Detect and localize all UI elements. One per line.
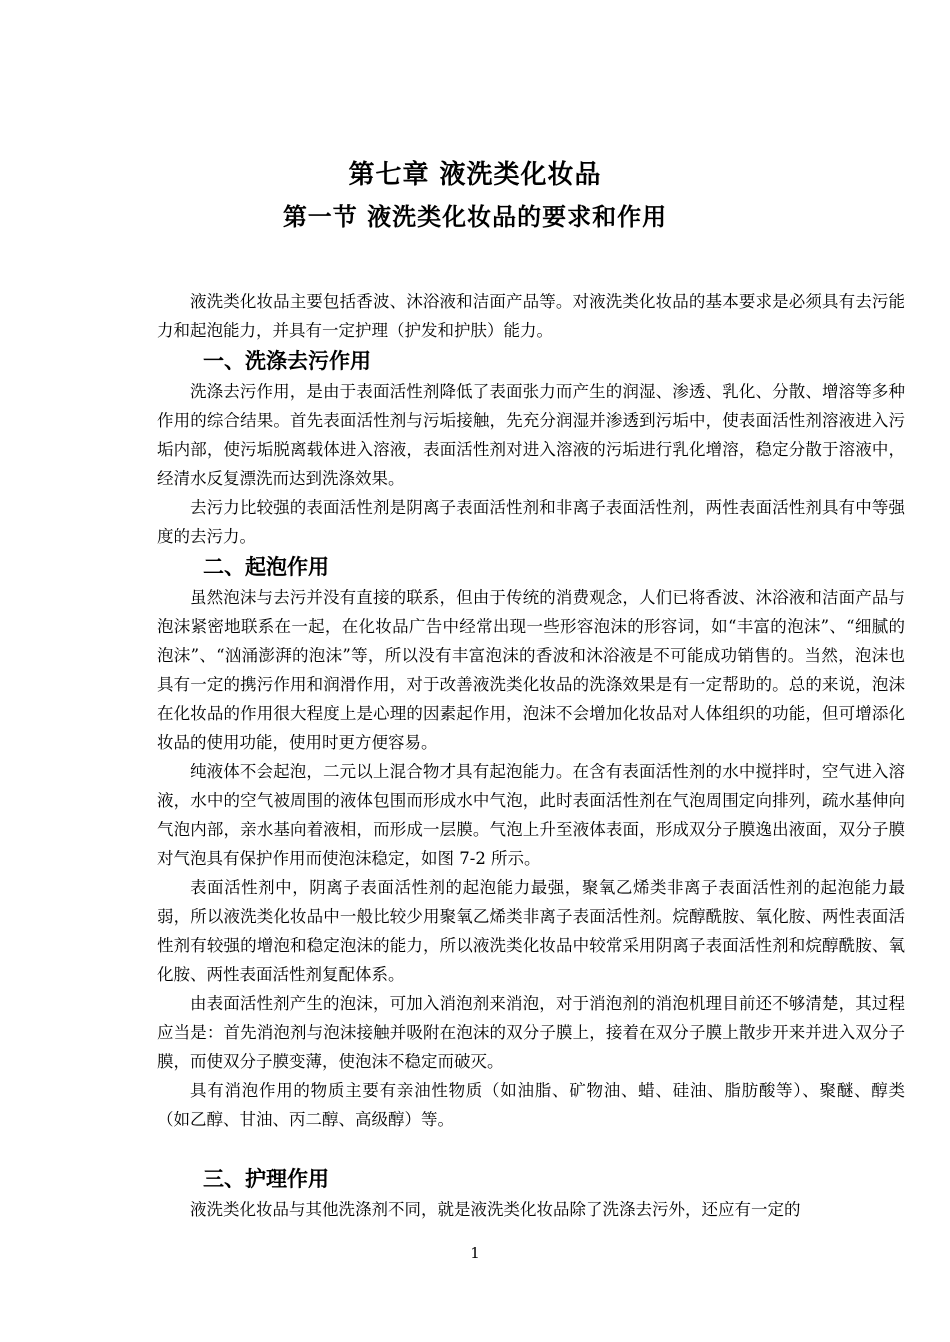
foaming-paragraph-2: 纯液体不会起泡，二元以上混合物才具有起泡能力。在含有表面活性剂的水中搅拌时，空气进入溶液，水中的空气被周围的液体包围而形成水中气泡，此时表面活性剂在气泡周围定向排列，疏水基伸向气泡内部，亲水基向着液相，而形成一层膜。气泡上升至液体表面，形成双分子膜逸出液面，双分子膜对气泡具有保护作用而使泡沫稳定，如图 7-2 所示。 <box>157 762 905 868</box>
page-number: 1 <box>470 1244 480 1262</box>
intro-paragraph: 液洗类化妆品主要包括香波、沐浴液和洁面产品等。对液洗类化妆品的基本要求是必须具有去污能力和起泡能力，并具有一定护理（护发和护肤）能力。 <box>157 292 905 340</box>
cleansing-paragraph-2: 去污力比较强的表面活性剂是阴离子表面活性剂和非离子表面活性剂，两性表面活性剂具有中等强度的去污力。 <box>157 498 905 546</box>
chapter-title: 第七章 液洗类化妆品 <box>348 160 602 190</box>
foaming-paragraph-5: 具有消泡作用的物质主要有亲油性物质（如油脂、矿物油、蜡、硅油、脂肪酸等）、聚醚、醇类（如乙醇、甘油、丙二醇、高级醇）等。 <box>157 1081 905 1129</box>
heading-foaming: 二、起泡作用 <box>203 554 329 579</box>
blank-line <box>157 1134 905 1163</box>
heading-care: 三、护理作用 <box>203 1166 329 1191</box>
care-paragraph-1: 液洗类化妆品与其他洗涤剂不同，就是液洗类化妆品除了洗涤去污外，还应有一定的 <box>190 1200 801 1219</box>
section-title: 第一节 液洗类化妆品的要求和作用 <box>282 202 668 231</box>
body-content <box>157 287 905 1224</box>
heading-cleansing: 一、洗涤去污作用 <box>203 348 371 373</box>
foaming-paragraph-4: 由表面活性剂产生的泡沫，可加入消泡剂来消泡，对于消泡剂的消泡机理目前还不够清楚，其过程应当是：首先消泡剂与泡沫接触并吸附在泡沫的双分子膜上，接着在双分子膜上散步开来并进入双分子膜，而使双分子膜变薄，使泡沫不稳定而破灭。 <box>157 994 905 1071</box>
foaming-paragraph-3: 表面活性剂中，阴离子表面活性剂的起泡能力最强，聚氧乙烯类非离子表面活性剂的起泡能力最弱，所以液洗类化妆品中一般比较少用聚氧乙烯类非离子表面活性剂。烷醇酰胺、氧化胺、两性表面活性剂有较强的增泡和稳定泡沫的能力，所以液洗类化妆品中较常采用阴离子表面活性剂和烷醇酰胺、氧化胺、两性表面活性剂复配体系。 <box>157 878 905 984</box>
foaming-paragraph-1: 虽然泡沫与去污并没有直接的联系，但由于传统的消费观念，人们已将香波、沐浴液和洁面产品与泡沫紧密地联系在一起，在化妆品广告中经常出现一些形容泡沫的形容词，如“丰富的泡沫”、“细腻的泡沫”、“汹涌澎湃的泡沫”等，所以没有丰富泡沫的香波和沐浴液是不可能成功销售的。当然，泡沫也具有一定的携污作用和润滑作用，对于改善液洗类化妆品的洗涤效果是有一定帮助的。总的来说，泡沫在化妆品的作用很大程度上是心理的因素起作用，泡沫不会增加化妆品对人体组织的功能，但可增添化妆品的使用功能，使用时更方便容易。 <box>157 588 905 752</box>
cleansing-paragraph-1: 洗涤去污作用，是由于表面活性剂降低了表面张力而产生的润湿、渗透、乳化、分散、增溶等多种作用的综合结果。首先表面活性剂与污垢接触，先充分润湿并渗透到污垢中，使表面活性剂溶液进入污垢内部，使污垢脱离载体进入溶液，表面活性剂对进入溶液的污垢进行乳化增溶，稳定分散于溶液中，经清水反复漂洗而达到洗涤效果。 <box>157 382 905 488</box>
